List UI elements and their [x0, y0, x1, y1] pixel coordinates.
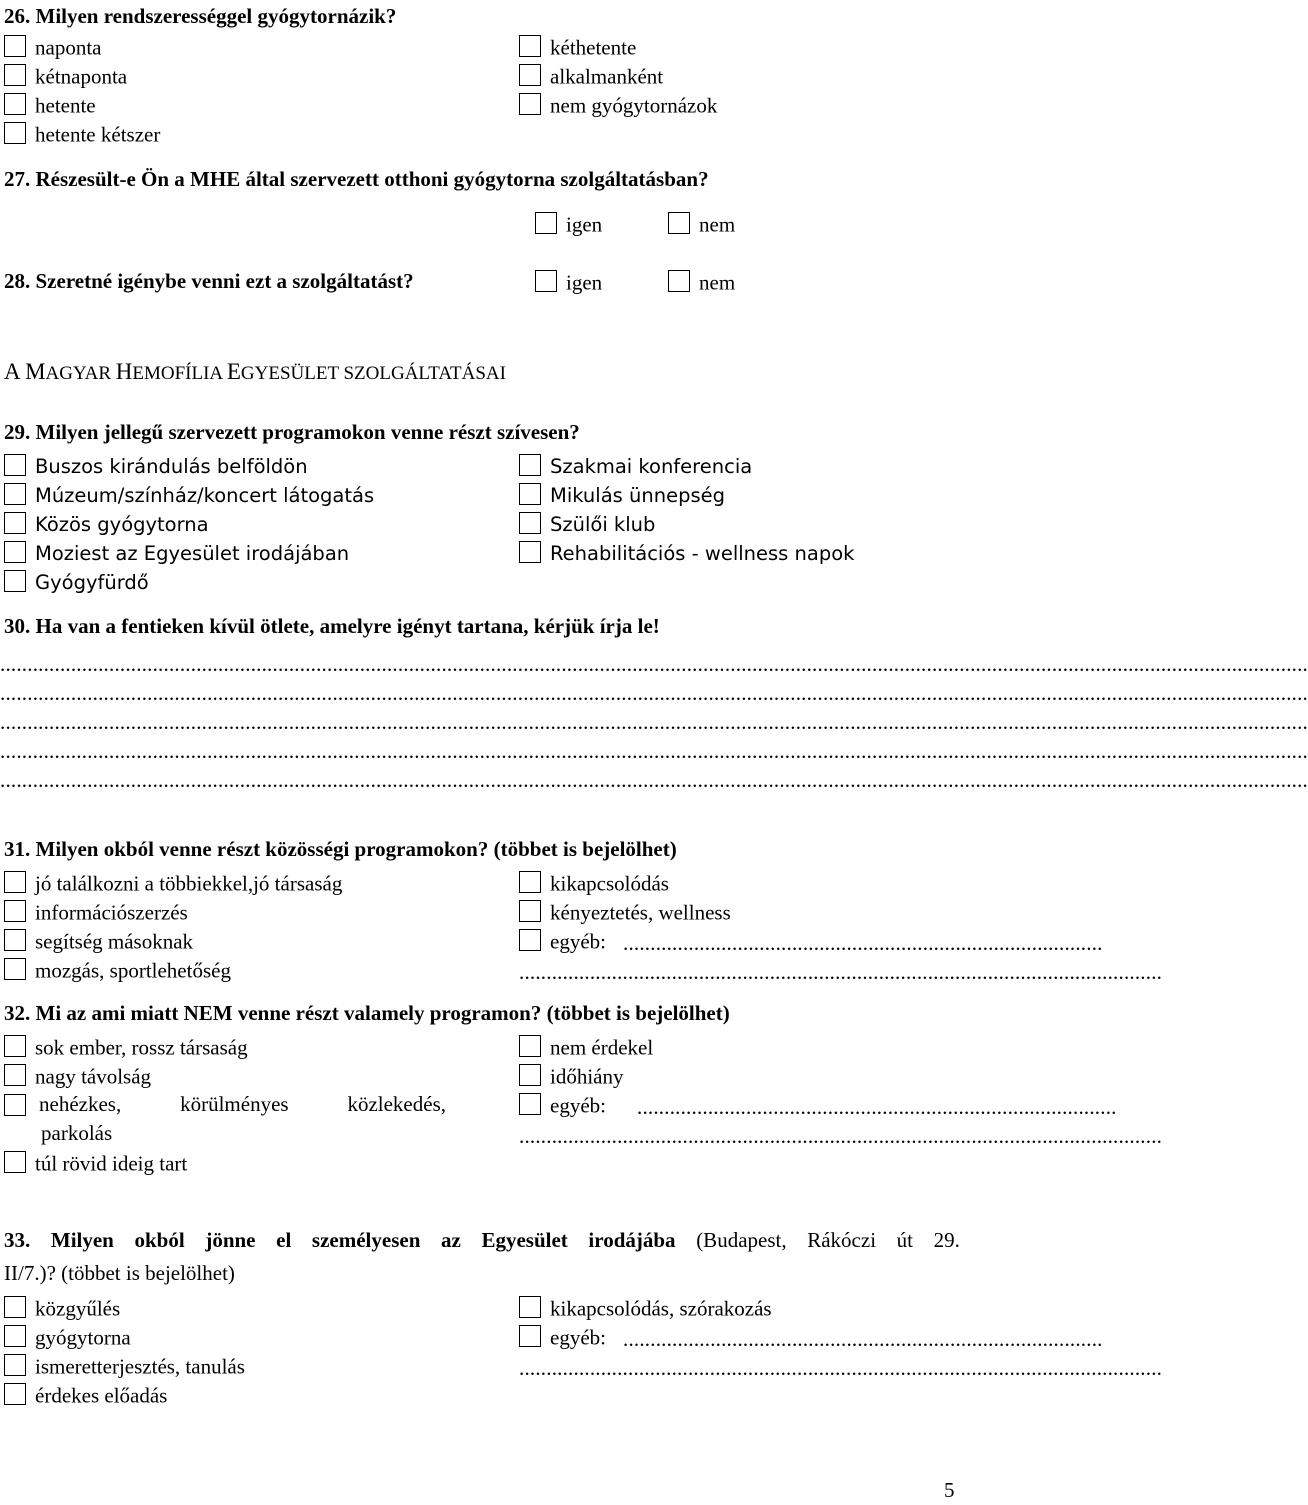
checkbox[interactable]: [519, 64, 541, 86]
q29-option-gyogyfurdo[interactable]: Gyógyfürdő: [4, 567, 149, 596]
q29-option-szakmai-konferencia[interactable]: Szakmai konferencia: [519, 451, 752, 480]
answer-line[interactable]: ................................................................................................................................................................................................................................................: [0, 739, 1308, 763]
checkbox[interactable]: [4, 454, 26, 476]
section-heading: A MAGYAR HEMOFÍLIA EGYESÜLET SZOLGÁLTATÁSAI: [4, 359, 506, 384]
q26-option-hetente-ketszer[interactable]: hetente kétszer: [4, 119, 160, 148]
q32-option-egyeb[interactable]: egyéb:: [519, 1090, 606, 1119]
q33-option-erdekes-eloadas[interactable]: érdekes előadás: [4, 1380, 167, 1409]
q26-option-hetente[interactable]: hetente: [4, 90, 96, 119]
checkbox[interactable]: [519, 1093, 541, 1115]
checkbox[interactable]: [535, 212, 557, 234]
q33-other-line-2[interactable]: ......................................................................................................................: [519, 1356, 1163, 1380]
q30-title: 30. Ha van a fentieken kívül ötlete, amelyre igényt tartana, kérjük írja le!: [4, 614, 660, 638]
q32-other-line[interactable]: ........................................................................................: [637, 1095, 1117, 1119]
q29-option-rehabilitacios[interactable]: Rehabilitációs - wellness napok: [519, 538, 854, 567]
checkbox[interactable]: [519, 1296, 541, 1318]
q31-option-kenyeztetes[interactable]: kényeztetés, wellness: [519, 897, 731, 926]
q32-option-nagy-tavolsag[interactable]: nagy távolság: [4, 1061, 151, 1090]
checkbox[interactable]: [519, 454, 541, 476]
checkbox[interactable]: [4, 541, 26, 563]
checkbox[interactable]: [519, 900, 541, 922]
q26-option-naponta[interactable]: naponta: [4, 32, 101, 61]
q26-option-alkalmankent[interactable]: alkalmanként: [519, 61, 663, 90]
q32-option-nem-erdekel[interactable]: nem érdekel: [519, 1032, 653, 1061]
answer-line[interactable]: ................................................................................................................................................................................................................................................: [0, 681, 1308, 705]
q32-title-line: 32. Mi az ami miatt NEM venne részt valamely programon? (többet is bejelölhet): [4, 1001, 730, 1025]
q29-option-mikulas[interactable]: Mikulás ünnepség: [519, 480, 725, 509]
checkbox[interactable]: [4, 1035, 26, 1057]
checkbox[interactable]: [519, 1325, 541, 1347]
q26-option-ketnaponta[interactable]: kétnaponta: [4, 61, 127, 90]
q26-option-kethetente[interactable]: kéthetente: [519, 32, 636, 61]
checkbox[interactable]: [519, 541, 541, 563]
checkbox[interactable]: [4, 1151, 26, 1173]
q32-option-idohiany[interactable]: időhiány: [519, 1061, 624, 1090]
q33-title-line-2: II/7.)? (többet is bejelölhet): [4, 1261, 235, 1285]
q28-option-nem[interactable]: nem: [668, 267, 735, 296]
q31-option-mozgas[interactable]: mozgás, sportlehetőség: [4, 955, 231, 984]
q27-option-igen[interactable]: igen: [535, 209, 602, 238]
q32-option-kozlekedes[interactable]: [4, 1090, 446, 1119]
checkbox[interactable]: [4, 1354, 26, 1376]
checkbox[interactable]: [519, 1064, 541, 1086]
q33-option-kozgyules[interactable]: közgyűlés: [4, 1293, 120, 1322]
q31-other-line-2[interactable]: ......................................................................................................................: [519, 960, 1163, 984]
checkbox[interactable]: [4, 512, 26, 534]
q26-option-nem-gyogytornazok[interactable]: nem gyógytornázok: [519, 90, 717, 119]
checkbox[interactable]: [519, 483, 541, 505]
q29-title: 29. Milyen jellegű szervezett programokon venne részt szívesen?: [4, 420, 580, 444]
q33-title-line: 33. Milyen okból jönne el személyesen az Egyesület irodájába (Budapest, Rákóczi út 29.: [4, 1228, 960, 1252]
checkbox[interactable]: [4, 1094, 26, 1116]
q27-title: 27. Részesült-e Ön a MHE által szervezett otthoni gyógytorna szolgáltatásban?: [4, 167, 709, 191]
checkbox[interactable]: [4, 35, 26, 57]
q29-option-moziest[interactable]: Moziest az Egyesület irodájában: [4, 538, 349, 567]
checkbox[interactable]: [4, 900, 26, 922]
q32-transport-text: nehézkes, körülményes közlekedés,: [39, 1092, 446, 1116]
checkbox[interactable]: [519, 871, 541, 893]
checkbox[interactable]: [4, 483, 26, 505]
checkbox[interactable]: [4, 871, 26, 893]
checkbox[interactable]: [519, 1035, 541, 1057]
checkbox[interactable]: [519, 512, 541, 534]
q32-transport-cont: parkolás: [41, 1121, 113, 1145]
q27-option-nem[interactable]: nem: [668, 209, 735, 238]
q33-other-line[interactable]: ........................................................................................: [623, 1327, 1103, 1351]
checkbox[interactable]: [4, 1296, 26, 1318]
checkbox[interactable]: [519, 929, 541, 951]
q31-option-kikapcsolodas[interactable]: kikapcsolódás: [519, 868, 669, 897]
q33-option-ismeretterjesztes[interactable]: ismeretterjesztés, tanulás: [4, 1351, 245, 1380]
answer-line[interactable]: ................................................................................................................................................................................................................................................: [0, 652, 1308, 676]
checkbox[interactable]: [4, 958, 26, 980]
q29-option-szuloi-klub[interactable]: Szülői klub: [519, 509, 655, 538]
checkbox[interactable]: [519, 35, 541, 57]
answer-line[interactable]: ................................................................................................................................................................................................................................................: [0, 710, 1308, 734]
q29-option-kozos-gyogytorna[interactable]: Közös gyógytorna: [4, 509, 209, 538]
checkbox[interactable]: [519, 93, 541, 115]
checkbox[interactable]: [4, 122, 26, 144]
q29-option-muzeum[interactable]: Múzeum/színház/koncert látogatás: [4, 480, 374, 509]
checkbox[interactable]: [535, 270, 557, 292]
q31-option-jo-talalkozni[interactable]: jó találkozni a többiekkel,jó társaság: [4, 868, 342, 897]
q32-option-tul-rovid[interactable]: túl rövid ideig tart: [4, 1148, 187, 1177]
q31-other-line[interactable]: ........................................................................................: [623, 931, 1103, 955]
q31-option-informacioszerzes[interactable]: információszerzés: [4, 897, 188, 926]
q33-option-gyogytorna[interactable]: gyógytorna: [4, 1322, 131, 1351]
q31-option-egyeb[interactable]: egyéb:: [519, 926, 606, 955]
q26-title: 26. Milyen rendszerességgel gyógytornázik?: [4, 4, 397, 28]
checkbox[interactable]: [4, 1064, 26, 1086]
checkbox[interactable]: [4, 929, 26, 951]
q29-option-buszos-kirandulas[interactable]: Buszos kirándulás belföldön: [4, 451, 308, 480]
checkbox[interactable]: [4, 570, 26, 592]
checkbox[interactable]: [4, 1325, 26, 1347]
checkbox[interactable]: [668, 270, 690, 292]
checkbox[interactable]: [668, 212, 690, 234]
q28-title: 28. Szeretné igénybe venni ezt a szolgáltatást?: [4, 269, 414, 293]
checkbox[interactable]: [4, 1383, 26, 1405]
q31-option-segitseg[interactable]: segítség másoknak: [4, 926, 193, 955]
q28-option-igen[interactable]: igen: [535, 267, 602, 296]
answer-line[interactable]: ................................................................................................................................................................................................................................................: [0, 768, 1308, 792]
checkbox[interactable]: [4, 93, 26, 115]
q32-other-line-2[interactable]: ......................................................................................................................: [519, 1124, 1163, 1148]
q31-title-line: 31. Milyen okból venne részt közösségi programokon? (többet is bejelölhet): [4, 837, 677, 861]
checkbox[interactable]: [4, 64, 26, 86]
q33-option-kikapcsolodas[interactable]: kikapcsolódás, szórakozás: [519, 1293, 772, 1322]
page-number: 5: [944, 1478, 955, 1502]
q32-option-sok-ember[interactable]: sok ember, rossz társaság: [4, 1032, 248, 1061]
q33-option-egyeb[interactable]: egyéb:: [519, 1322, 606, 1351]
